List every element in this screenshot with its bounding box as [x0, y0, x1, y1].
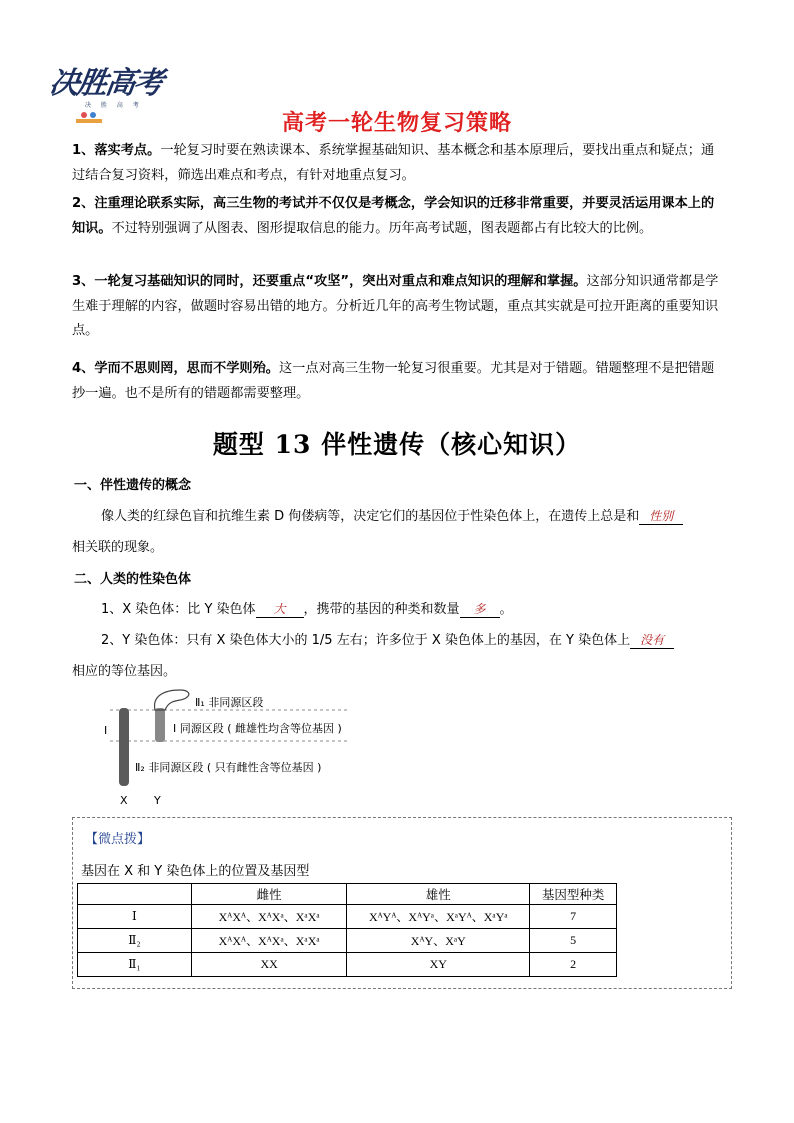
label-i: Ⅰ	[104, 724, 108, 737]
strategy-4	[72, 357, 726, 406]
answer-blank: 多	[460, 600, 500, 618]
answer-blank: 大	[256, 600, 304, 618]
chromosome-diagram	[100, 688, 420, 812]
table-cell: 7	[530, 905, 617, 929]
table-header	[78, 884, 192, 905]
strategy-text: 一轮复习时要在熟读课本、系统掌握基础知识、基本概念和基本原理后，要找出重点和疑点；通过结合复习资料，筛选出难点和考点，有针对地重点复习。	[72, 143, 715, 183]
y-chromosome-tail	[155, 690, 189, 710]
y-chrom-line-2: 相应的等位基因。	[72, 664, 177, 679]
table-header: 雄性	[347, 884, 530, 905]
table-cell: XY	[347, 953, 530, 977]
table-cell: XX	[191, 953, 347, 977]
table-cell: Ⅱ₂	[78, 929, 192, 953]
label-y: Y	[154, 794, 161, 807]
logo-text: 决胜高考	[47, 66, 164, 101]
label-i-desc: Ⅰ 同源区段 ( 雌雄性均含等位基因 )	[173, 722, 342, 735]
section-title: 题型 13 伴性遗传（核心知识）	[212, 430, 582, 459]
x-chromosome	[119, 708, 129, 786]
table-row	[78, 929, 617, 953]
strategy-lead: 3、一轮复习基础知识的同时，还要重点“攻坚”，突出对重点和难点知识的理解和掌握。	[72, 274, 587, 289]
x-chrom-text: ，携带的基因的种类和数量	[303, 602, 460, 617]
answer-blank: 性别	[639, 507, 683, 525]
x-chrom-text: 。	[499, 602, 513, 617]
table-cell: Ⅰ	[78, 905, 192, 929]
strategy-2	[72, 192, 726, 241]
table-cell: XᴬXᴬ、XᴬXᵃ、XᵃXᵃ	[191, 905, 347, 929]
tip-box	[72, 817, 732, 989]
table-header: 基因型种类	[530, 884, 617, 905]
tip-heading: 【微点拨】	[85, 832, 151, 847]
strategy-lead: 2、注重理论联系实际，高三生物的考试并不仅仅是考概念，学会知识的迁移非常重要，并要灵活运用课本上的知识。	[72, 196, 715, 236]
strategy-1	[72, 139, 726, 188]
label-ii1: Ⅱ₁ 非同源区段	[195, 696, 264, 709]
table-cell: Ⅱ₁	[78, 953, 192, 977]
y-chrom-line	[101, 629, 674, 649]
table-row	[78, 905, 617, 929]
strategy-3	[72, 270, 726, 344]
table-cell: XᴬY、XᵃY	[347, 929, 530, 953]
y-chrom-text: 2、Y 染色体：只有 X 染色体大小的 1/5 左右；许多位于 X 染色体上的基因，在 Y 染色体上	[101, 633, 631, 648]
genotype-table	[77, 883, 617, 977]
concept-line-1	[101, 505, 683, 525]
concept-line-2: 相关联的现象。	[72, 540, 164, 555]
y-chromosome-homologous	[155, 708, 165, 742]
table-row	[78, 953, 617, 977]
strategy-lead: 4、学而不思则罔，思而不学则殆。	[72, 361, 279, 376]
x-chrom-text: 1、X 染色体：比 Y 染色体	[101, 602, 256, 617]
table-cell: XᴬXᴬ、XᴬXᵃ、XᵃXᵃ	[191, 929, 347, 953]
table-cell: 5	[530, 929, 617, 953]
label-x: X	[120, 794, 128, 807]
concept-text: 像人类的红绿色盲和抗维生素 D 佝偻病等，决定它们的基因位于性染色体上，在遗传上总是和	[101, 509, 640, 524]
sex-chrom-heading: 二、人类的性染色体	[74, 572, 192, 587]
strategy-text: 不过特别强调了从图表、图形提取信息的能力。历年高考试题，图表题都占有比较大的比例。	[111, 220, 653, 236]
table-cell: XᴬYᴬ、XᴬYᵃ、XᵃYᴬ、XᵃYᵃ	[347, 905, 530, 929]
strategy-text: 这一点对高三生物一轮复习很重要。尤其是对于错题。错题整理不是把错题抄一遍。也不是所有的错题都需要整理。	[72, 361, 715, 401]
table-header: 雌性	[191, 884, 347, 905]
strategy-lead: 1、落实考点。	[72, 143, 161, 158]
tip-subtitle: 基因在 X 和 Y 染色体上的位置及基因型	[81, 864, 310, 879]
table-cell: 2	[530, 953, 617, 977]
answer-blank: 没有	[630, 631, 674, 649]
strategy-text: 这部分知识通常都是学生难于理解的内容，做题时容易出错的地方。分析近几年的高考生物试题，重点其实就是可拉开距离的重要知识点。	[72, 274, 719, 338]
label-ii2: Ⅱ₂ 非同源区段 ( 只有雌性含等位基因 )	[135, 761, 322, 774]
x-chrom-line	[101, 598, 513, 618]
main-title: 高考一轮生物复习策略	[281, 111, 512, 136]
table-header-row	[78, 884, 617, 905]
logo-subtitle: 决 胜 高 考	[85, 102, 143, 109]
concept-heading: 一、伴性遗传的概念	[74, 478, 192, 493]
